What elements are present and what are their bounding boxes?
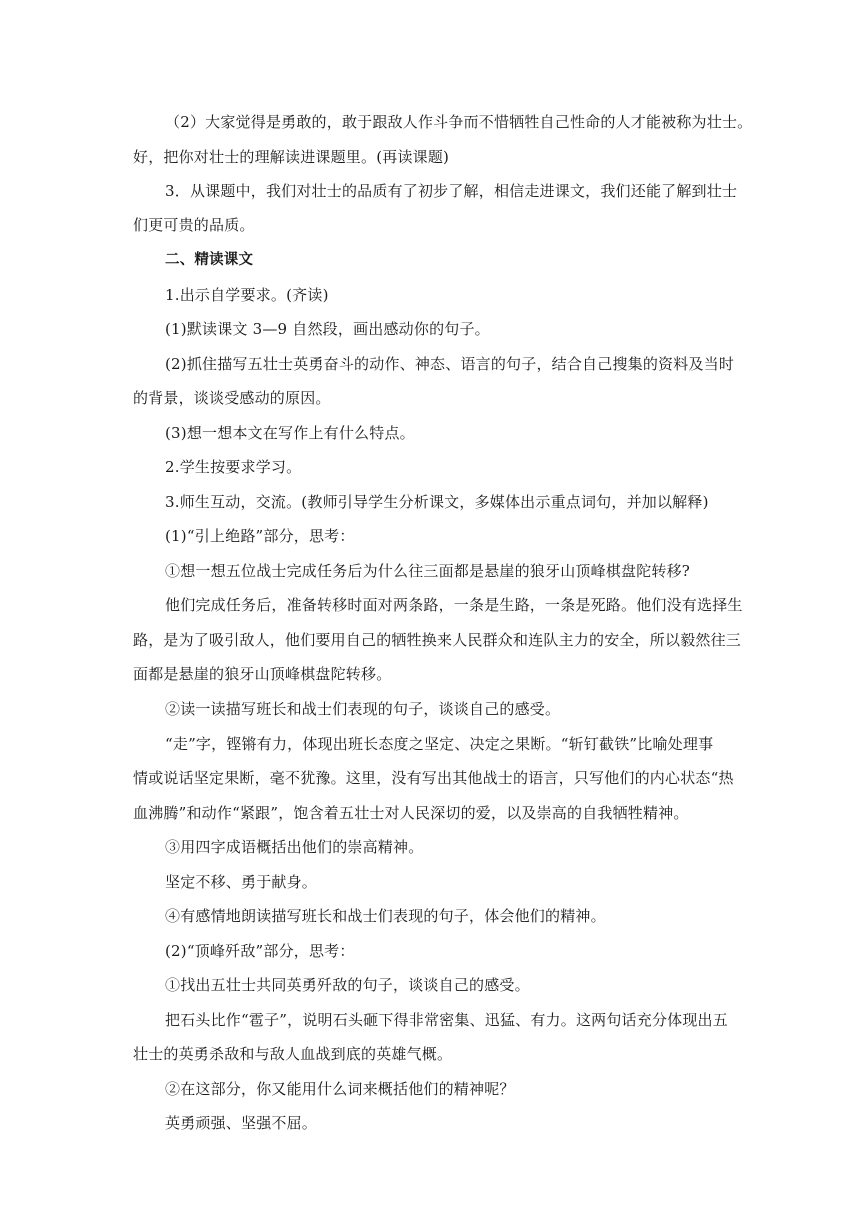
paragraph-line: 把石头比作“雹子”，说明石头砸下得非常密集、迅猛、有力。这两句话充分体现出五 xyxy=(165,1011,728,1029)
paragraph-line: ①找出五壮士共同英勇歼敌的句子，谈谈自己的感受。 xyxy=(165,976,530,994)
paragraph-line: 面都是悬崖的狼牙山顶峰棋盘陀转移。 xyxy=(133,665,392,683)
paragraph-line: 2.学生按要求学习。 xyxy=(165,458,302,476)
paragraph-line: (3)想一想本文在写作上有什么特点。 xyxy=(165,424,415,442)
paragraph-line: 坚定不移、勇于献身。 xyxy=(165,873,318,891)
paragraph-line: 的背景，谈谈受感动的原因。 xyxy=(133,389,331,407)
paragraph-line: 血沸腾”和动作“紧跟”，饱含着五壮士对人民深切的爱，以及崇高的自我牺牲精神。 xyxy=(133,804,689,822)
paragraph-line: 好，把你对壮士的理解读进课题里。(再读课题) xyxy=(133,148,450,166)
paragraph-line: ①想一想五位战士完成任务后为什么往三面都是悬崖的狼牙山顶峰棋盘陀转移? xyxy=(165,562,691,580)
paragraph-line: 英勇顽强、坚强不屈。 xyxy=(165,1114,318,1132)
paragraph-line: (1)默读课文 3—9 自然段，画出感动你的句子。 xyxy=(165,320,490,338)
paragraph-line: ④有感情地朗读描写班长和战士们表现的句子，体会他们的精神。 xyxy=(165,907,606,925)
paragraph-line: （2）大家觉得是勇敢的，敢于跟敌人作斗争而不惜牺牲自己性命的人才能被称为壮士。 xyxy=(165,113,753,131)
paragraph-line: 情或说话坚定果断，毫不犹豫。这里，没有写出其他战士的语言，只写他们的内心状态“热 xyxy=(133,769,734,787)
paragraph-line: ②在这部分，你又能用什么词来概括他们的精神呢？ xyxy=(165,1080,515,1098)
paragraph-line: 1.出示自学要求。(齐读) xyxy=(165,286,329,304)
paragraph-line: “走”字，铿锵有力，体现出班长态度之坚定、决定之果断。“斩钉截铁”比喻处理事 xyxy=(165,735,714,753)
paragraph-line: ②读一读描写班长和战士们表现的句子，谈谈自己的感受。 xyxy=(165,700,561,718)
paragraph-line: (2)“顶峰歼敌”部分，思考： xyxy=(165,942,355,960)
paragraph-line: (1)“引上绝路”部分，思考： xyxy=(165,527,355,545)
paragraph-line: ③用四字成语概括出他们的崇高精神。 xyxy=(165,838,424,856)
paragraph-line: 路，是为了吸引敌人，他们要用自己的牺牲换来人民群众和连队主力的安全，所以毅然往三 xyxy=(133,631,742,649)
paragraph-line: 3.师生互动，交流。(教师引导学生分析课文，多媒体出示重点词句，并加以解释) xyxy=(165,493,709,511)
paragraph-line: 3．从课题中，我们对壮士的品质有了初步了解，相信走进课文，我们还能了解到壮士 xyxy=(165,182,738,200)
section-heading: 二、精读课文 xyxy=(165,252,254,268)
paragraph-line: 他们完成任务后，准备转移时面对两条路，一条是生路，一条是死路。他们没有选择生 xyxy=(165,596,743,614)
paragraph-line: 壮士的英勇杀敌和与敌人血战到底的英雄气概。 xyxy=(133,1045,453,1063)
paragraph-line: (2)抓住描写五壮士英勇奋斗的动作、神态、语言的句子，结合自己搜集的资料及当时 xyxy=(165,355,735,373)
paragraph-line: 们更可贵的品质。 xyxy=(133,216,255,234)
